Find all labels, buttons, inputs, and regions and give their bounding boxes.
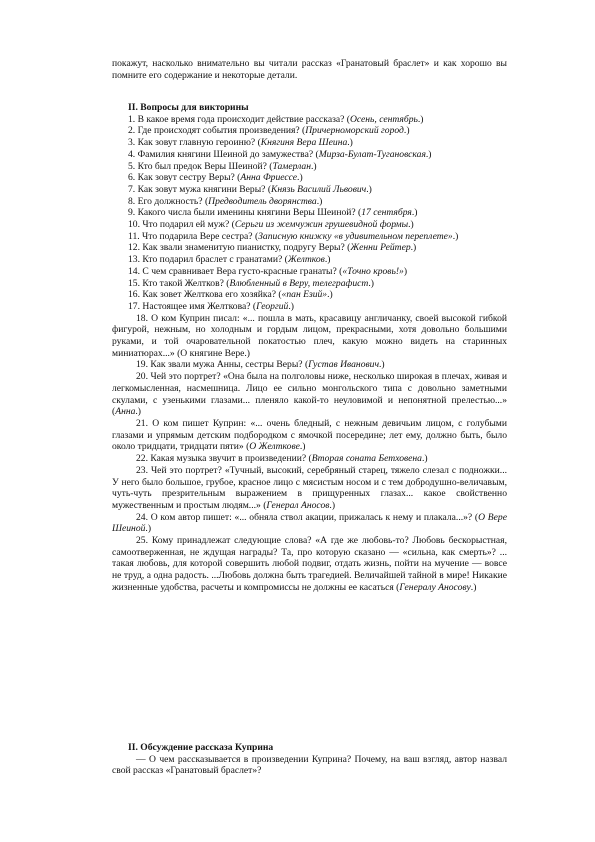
question-item: 3. Как зовут главную героиню? (Княгиня Вера Шеина.) <box>128 137 353 149</box>
answer-text: Предводитель дворянства <box>208 195 317 207</box>
answer-text: Влюбленный в Веру, телеграфист <box>229 277 369 289</box>
discussion-section <box>112 742 507 777</box>
answer-text: Записную книжку «в удивительном переплете» <box>258 230 453 242</box>
question-item: 16. Как зовет Желткова его хозяйка? («пан Езий».) <box>128 289 333 301</box>
question-25: 25. Кому принадлежат следующие слова? «А где же любовь-то? Любовь бескорыстная, самоотверженная, не ждущая награды? Та, про которую сказано — «сильна, как смерть»? ... такая любовь, для которой совершить любой подвиг, отдать жизнь, пойти на мучение — вовсе не труд, а одна радость. ...Любовь должна быть трагедией. Величайшей тайной в мире! Никакие жизненные удобства, расчеты и компромиссы не должны ее касаться (Генералу Аносову.) <box>112 535 507 593</box>
answer-text: Георгий <box>256 300 289 312</box>
answer-text: Желтков <box>287 254 325 266</box>
discussion-text: — О чем рассказывается в произведении Куприна? Почему, на ваш взгляд, автор назвал свой рассказ «Гранатовый браслет»? <box>112 753 507 777</box>
question-item: 12. Как звали знаменитую пианистку, подругу Веры? (Женни Рейтер.) <box>128 242 417 254</box>
question-18: 18. О ком Куприн писал: «... пошла в мать, красавицу англичанку, своей высокой гибкой фигурой, нежным, но холодным и гордым лицом, прекрасными, хотя довольно большими руками, и той очаровательной покатостью плеч, какую можно видеть на старинных миниатюрах...» (О княгине Вере.) <box>112 312 507 359</box>
question-item: 4. Фамилия княгини Шеиной до замужества? (Мирза-Булат-Тугановская.) <box>128 148 432 160</box>
question-item: 13. Кто подарил браслет с гранатами? (Желтков.) <box>128 254 331 266</box>
answer-text: Серьги из жемчужин грушевидной формы <box>234 219 409 231</box>
question-20: 20. Чей это портрет? «Она была на полголовы ниже, несколько широкая в плечах, живая и легкомысленная, насмешница. Лицо ее сильно монгольского типа с довольно заметными скулами, с узенькими глазами... пленяло какой-то неуловимой и непонятной прелестью...» (Анна.) <box>112 371 507 418</box>
answer-text: Княгиня Вера Шеина <box>260 137 348 149</box>
question-item: 15. Кто такой Желтков? (Влюбленный в Веру, телеграфист.) <box>128 277 374 289</box>
question-list <box>112 114 507 313</box>
question-item: 17. Настоящее имя Желткова? (Георгий.) <box>128 300 294 312</box>
question-item: 10. Что подарил ей муж? (Серьги из жемчужин грушевидной формы.) <box>128 219 414 231</box>
question-item: 9. Какого числа были именины княгини Веры Шеиной? (17 сентября.) <box>128 207 418 219</box>
answer-text: Мирза-Булат-Тугановская <box>318 148 426 160</box>
question-23: 23. Чей это портрет? «Тучный, высокий, серебряный старец, тяжело слезал с подножки... У него было большое, грубое, красное лицо с мясистым носом и с тем добродушно-величавым, чуть-чуть презрительным выражением в прищуренных глазах... какое свойственно мужественным и простым людям...» (Генерал Аносов.) <box>112 464 507 511</box>
answer-text: «Точно кровь!» <box>342 265 404 277</box>
question-22: 22. Какая музыка звучит в произведении? (Вторая соната Бетховена.) <box>136 453 428 465</box>
question-item: 7. Как зовут мужа княгини Веры? (Князь Василий Львович.) <box>128 183 372 195</box>
question-19: 19. Как звали мужа Анны, сестры Веры? (Густав Иванович.) <box>136 359 385 371</box>
answer-text: 17 сентября <box>361 207 412 219</box>
answer-text: Осень, сентябрь <box>349 113 418 125</box>
question-item: 8. Его должность? (Предводитель дворянства.) <box>128 195 323 207</box>
question-item: 6. Как зовут сестру Веры? (Анна Фриессе.) <box>128 172 303 184</box>
question-24: 24. О ком автор пишет: «... обняла ствол акации, прижалась к нему и плакала...»? (О Вере Шеиной.) <box>112 511 507 535</box>
quiz-section <box>112 102 507 594</box>
answer-text: Князь Василий Львович <box>271 183 367 195</box>
question-item: 11. Что подарила Вере сестра? (Записную книжку «в удивительном переплете».) <box>128 230 459 242</box>
question-item: 1. В какое время года происходит действие рассказа? (Осень, сентябрь.) <box>128 113 424 125</box>
quiz-heading: II. Вопросы для викторины <box>128 102 249 113</box>
question-item: 14. С чем сравнивает Вера густо-красные гранаты? («Точно кровь!») <box>128 265 408 277</box>
answer-text: «пан Езий» <box>281 289 328 301</box>
question-item: 2. Где происходят события произведения? (Причерноморский город.) <box>128 125 410 137</box>
intro-text: покажут, насколько внимательно вы читали рассказ «Гранатовый браслет» и как хорошо вы помните его содержание и некоторые детали. <box>112 58 507 81</box>
answer-text: Женни Рейтер <box>350 242 411 254</box>
answer-text: Анна Фриессе <box>240 172 298 184</box>
answer-text: Причерноморский город <box>305 125 404 137</box>
question-item: 5. Кто был предок Веры Шеиной? (Тамерлан.) <box>128 160 317 172</box>
answer-text: Тамерлан <box>272 160 311 172</box>
intro-paragraph <box>112 58 507 81</box>
discussion-heading: II. Обсуждение рассказа Куприна <box>128 742 274 753</box>
question-21: 21. О ком пишет Куприн: «... очень бледный, с нежным девичьим лицом, с голубыми глазами и упрямым детским подбородком с ямочкой посередине; лет ему, должно быть, было около тридцати, тридцати пяти» (О Желткове.) <box>112 417 507 453</box>
